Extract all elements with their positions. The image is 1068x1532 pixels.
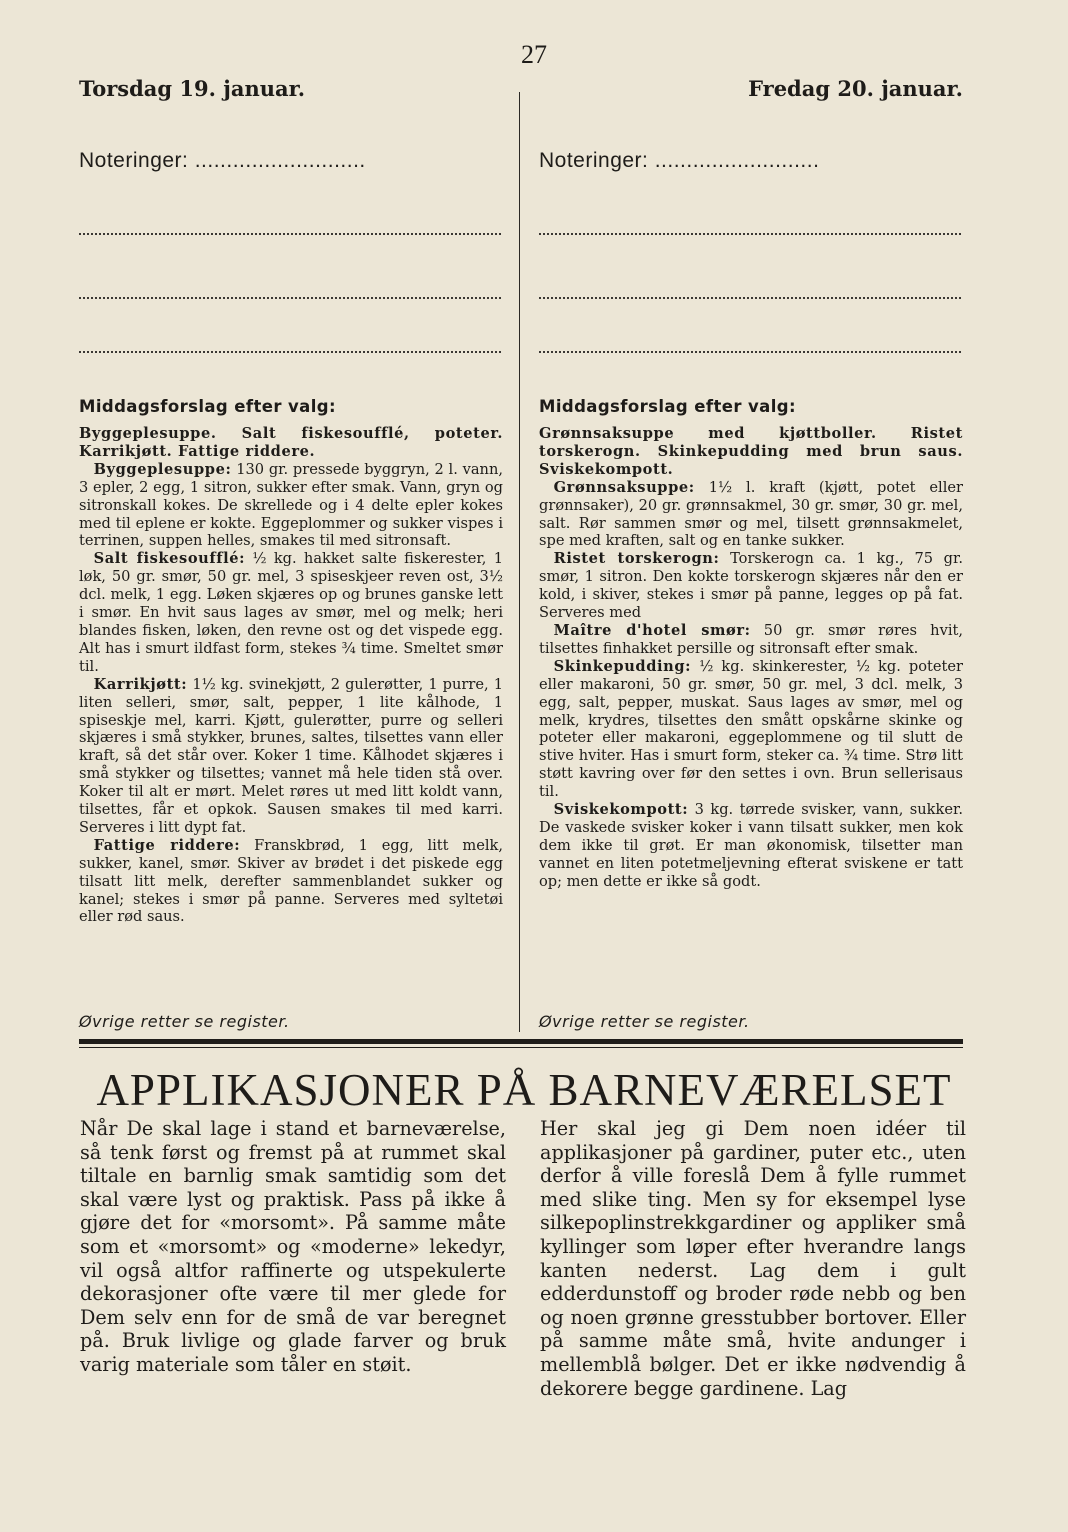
menu-lead: Grønnsaksuppe med kjøttboller. Ristet torskerogn. Skinkepudding med brun saus. Sviskekompott.: [539, 425, 963, 478]
article-column-right: [540, 1117, 966, 1400]
recipe-paragraph: Grønnsaksuppe: 1½ l. kraft (kjøtt, potet eller grønnsaker), 20 gr. grønnsakmel, 30 gr. smør, 30 gr. mel, salt. Rør sammen smør og mel, tilsett grønnsakmelet, spe med kraften, salt og en tanke sukker.: [539, 478, 963, 550]
notes-line: [79, 231, 501, 235]
article-column-left: [80, 1117, 506, 1377]
notes-line: [539, 349, 961, 353]
register-note: Øvrige retter se register.: [79, 1012, 290, 1031]
section-rule: [79, 1039, 963, 1044]
notes-label: Noteringer: ...........................: [79, 149, 366, 172]
recipe-paragraph: Fattige riddere: Franskbrød, 1 egg, litt melk, sukker, kanel, smør. Skiver av brødet i det piskede egg tilsatt litt melk, derefter sammenblandet sukker og kanel; stekes i smør på panne. Serveres med syltetøi eller rød saus.: [79, 836, 503, 926]
notes-line: [539, 231, 961, 235]
recipe-paragraph: Salt fiskesoufflé: ½ kg. hakket salte fiskerester, 1 løk, 50 gr. smør, 50 gr. mel, 3 spiseskjeer reven ost, 3½ dcl. melk, 1 egg. Løken skjæres op og brunes ganske lett i smør. En hvit saus lages av smør, mel og melk; heri blandes fisken, løken, den revne ost og det vispede egg. Alt has i smurt ildfast form, stekes ¾ time. Smeltet smør til.: [79, 550, 503, 675]
recipe-paragraph: Ristet torskerogn: Torskerogn ca. 1 kg., 75 gr. smør, 1 sitron. Den kokte torskerogn skjæres når den er kold, i skiver, stekes i smør på panne, legges op på fat. Serveres med: [539, 550, 964, 622]
recipe-paragraph: Byggeplesuppe: 130 gr. pressede byggryn, 2 l. vann, 3 epler, 2 egg, 1 sitron, sukker efter smak. Vann, gryn og sitronskall kokes. De skrellede og i 4 delte epler kokes med til eplene er kokte. Eggeplommer og sukker vispes i terrinen, suppen helles, smakes til med sitronsaft.: [79, 460, 503, 550]
dinner-suggestions-title: Middagsforslag efter valg:: [79, 397, 336, 416]
article-paragraph: Når De skal lage i stand et barneværelse, så tenk først og fremst på at rummet skal tiltale en barnlig smak samtidig som det skal være lyst og praktisk. Pass på ikke å gjøre det for «morsomt». På samme måte som et «morsomt» og «moderne» lekedyr, vil også altfor raffinerte og utspekulerte dekorasjoner ofte være til mer glede for Dem selv enn for de små de var beregnet på. Bruk livlige og glade farver og bruk varig materiale som tåler en støit.: [80, 1117, 506, 1376]
day-title-thursday: Torsdag 19. januar.: [79, 76, 306, 101]
section-rule: [79, 1047, 963, 1048]
thursday-column: [79, 76, 503, 926]
notes-label: Noteringer: ..........................: [539, 149, 820, 172]
register-note: Øvrige retter se register.: [539, 1012, 750, 1031]
article-title: APPLIKASJONER PÅ BARNEVÆRELSET: [96, 1065, 952, 1115]
recipe-text: [539, 425, 963, 891]
recipe-paragraph: Skinkepudding: ½ kg. skinkerester, ½ kg. poteter eller makaroni, 50 gr. smør, 50 gr. mel, 3 dcl. melk, 3 egg, salt, pepper, muskat. Saus lages av smør, mel og melk, krydres, tilsettes den smått opskårne skinke og poteter eller makaroni, eggeplommene og til slutt de stive hviter. Has i smurt form, steker ca. ¾ time. Strø litt støtt kavring over før den settes i ovn. Brun sellerisaus til.: [539, 657, 963, 801]
recipe-paragraph: Karrikjøtt: 1½ kg. svinekjøtt, 2 gulerøtter, 1 purre, 1 liten selleri, smør, salt, pepper, 1 lite kålhode, 1 spiseskje mel, karri. Kjøtt, gulerøtter, purre og selleri skjæres i små stykker, brunes, saltes, tilsettes vann eller kraft, så det står over. Koker 1 time. Kålhodet skjæres i små stykker og tilsettes; vannet må hele tiden stå over. Koker til alt er mørt. Melet røres ut med litt koldt vann, tilsettes, får et opkok. Sausen smakes til med karri. Serveres i litt dypt fat.: [79, 675, 503, 836]
friday-column: [539, 76, 963, 891]
notes-line: [539, 295, 961, 299]
menu-lead: Byggeplesuppe. Salt fiskesoufflé, poteter. Karrikjøtt. Fattige riddere.: [79, 425, 503, 460]
notes-line: [79, 295, 501, 299]
page-number: 27: [521, 40, 547, 69]
column-divider: [519, 92, 520, 1032]
day-title-friday: Fredag 20. januar.: [748, 76, 963, 101]
notes-line: [79, 349, 501, 353]
recipe-paragraph: Sviskekompott: 3 kg. tørrede svisker, vann, sukker. De vaskede svisker koker i vann tilsatt sukker, men kok dem ikke til grøt. Er man økonomisk, tilsetter man vannet en liten potetmeljevning efterat sviskene er tatt op; men dette er ikke så godt.: [539, 801, 963, 890]
dinner-suggestions-title: Middagsforslag efter valg:: [539, 397, 796, 416]
article-paragraph: Her skal jeg gi Dem noen idéer til applikasjoner på gardiner, puter etc., uten derfor å ville foreslå Dem å fylle rummet med slike ting. Men sy for eksempel lyse silkepoplinstrekkgardiner og appliker små kyllinger som løper efter hverandre langs kanten nederst. Lag dem i gult edderdunstoff og broder røde nebb og ben og noen grønne gresstubber bortover. Eller på samme måte små, hvite andunger i mellemblå bølger. Det er ikke nødvendig å dekorere begge gardinene. Lag: [540, 1117, 966, 1400]
recipe-text: [79, 425, 503, 926]
recipe-paragraph: Maître d'hotel smør: 50 gr. smør røres hvit, tilsettes finhakket persille og sitronsaft efter smak.: [539, 621, 963, 657]
